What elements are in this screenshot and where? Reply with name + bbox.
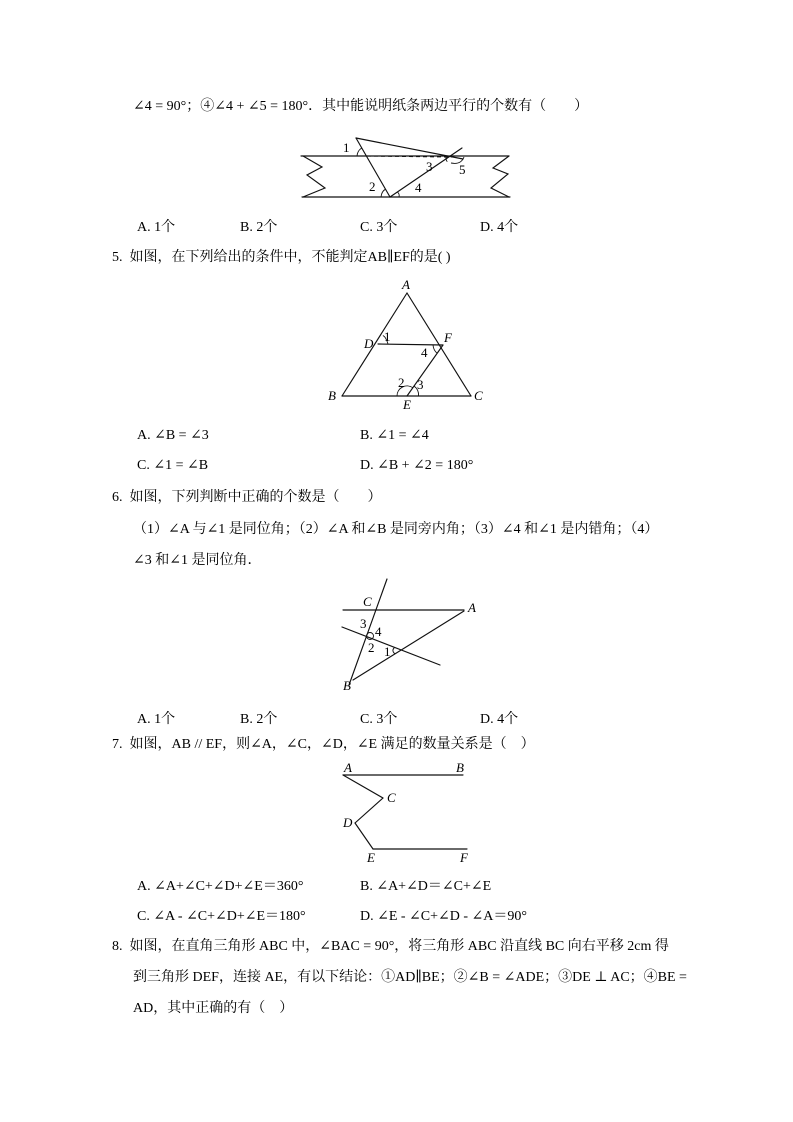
q7-option-a: A. ∠A+∠C+∠D+∠E＝360° xyxy=(137,879,304,894)
strip-left-torn-edge xyxy=(303,156,325,197)
intersecting-lines-figure xyxy=(338,574,480,692)
angle-label: 4 xyxy=(421,345,428,360)
q4-option-a: A. 1个 xyxy=(137,220,176,235)
angle4-arc xyxy=(433,345,437,353)
angle-label: 3 xyxy=(360,616,367,631)
q6-statements-line-1: （1）∠A 与∠1 是同位角；（2）∠A 和∠B 是同旁内角；（3）∠4 和∠1 是内错角；（4） xyxy=(133,522,659,537)
q6-option-a: A. 1个 xyxy=(137,712,176,727)
angle-label: 1 xyxy=(384,329,391,344)
angle-label: 5 xyxy=(459,162,466,177)
point-label-A: A xyxy=(344,760,352,775)
vertex-label-C: C xyxy=(474,388,483,403)
q8-text-line-3: AD，其中正确的有（ ） xyxy=(133,1001,294,1016)
angle-label: 3 xyxy=(417,377,424,392)
segment-AC xyxy=(343,775,383,798)
q6-statements-line-2: ∠3 和∠1 是同位角． xyxy=(133,553,262,568)
q7-option-d: D. ∠E - ∠C+∠D - ∠A＝90° xyxy=(360,909,527,924)
q5-options-row-2 xyxy=(0,457,793,477)
q5-number: 5. xyxy=(112,250,123,265)
q7-option-b: B. ∠A+∠D＝∠C+∠E xyxy=(360,879,492,894)
angle-label: 4 xyxy=(415,180,422,195)
q7-options-row-2 xyxy=(0,905,793,925)
vertex-label-F: F xyxy=(444,330,452,345)
angle-label: 4 xyxy=(375,624,382,639)
angle-label: 2 xyxy=(368,640,375,655)
q8-number: 8. xyxy=(112,939,123,954)
q7-stem-line xyxy=(112,737,535,753)
q5-option-a: A. ∠B = ∠3 xyxy=(137,428,209,443)
point-label-F: F xyxy=(460,850,468,865)
q7-number: 7. xyxy=(112,737,123,752)
q4-tail-text: ∠4 = 90°；④∠4 + ∠5 = 180°．其中能说明纸条两边平行的个数有（ ） xyxy=(133,99,589,114)
angle-label: 1 xyxy=(384,644,391,659)
angle4-arc xyxy=(398,192,400,197)
q4-option-d: D. 4个 xyxy=(480,220,519,235)
vertex-label-D: D xyxy=(364,336,374,351)
q7-stem: 如图，AB // EF，则∠A，∠C，∠D，∠E 满足的数量关系是（ ） xyxy=(129,737,535,752)
angle-label: 2 xyxy=(369,179,376,194)
q4-option-c: C. 3个 xyxy=(360,220,398,235)
angle1-arc xyxy=(357,148,362,156)
vertex-label-E: E xyxy=(403,397,411,412)
segment-DF xyxy=(378,344,443,345)
q5-option-b: B. ∠1 = ∠4 xyxy=(360,428,429,443)
point-label-A: A xyxy=(468,600,476,615)
point-label-D: D xyxy=(343,815,353,830)
vertex-label-A: A xyxy=(402,277,410,292)
q5-option-c: C. ∠1 = ∠B xyxy=(137,458,209,473)
point-label-C: C xyxy=(387,790,396,805)
q6-options-row xyxy=(0,708,793,728)
q5-stem: 如图，在下列给出的条件中，不能判定AB∥EF的是( ) xyxy=(129,250,451,265)
point-label-E: E xyxy=(367,850,375,865)
segment-CD xyxy=(355,798,383,823)
point-label-B: B xyxy=(343,678,351,693)
q4-option-b: B. 2个 xyxy=(240,220,278,235)
paper-strip-figure xyxy=(295,132,520,210)
transversal-line xyxy=(342,627,440,665)
angle-label: 1 xyxy=(343,140,350,155)
q7-option-c: C. ∠A - ∠C+∠D+∠E＝180° xyxy=(137,909,306,924)
point-label-B: B xyxy=(456,760,464,775)
q6-option-c: C. 3个 xyxy=(360,712,398,727)
q8-text-line-2: 到三角形 DEF，连接 AE，有以下结论：①AD∥BE；②∠B = ∠ADE；③DE ⊥ AC；④BE = xyxy=(133,970,687,985)
triangle-figure xyxy=(325,278,490,414)
q6-number: 6. xyxy=(112,490,123,505)
q5-options-row-1 xyxy=(0,427,793,447)
point-label-C: C xyxy=(363,594,372,609)
angle-label: 3 xyxy=(426,159,433,174)
q4-options-row xyxy=(0,216,793,236)
angle-label: 2 xyxy=(398,375,405,390)
strip-right-torn-edge xyxy=(491,156,509,197)
q6-stem-line xyxy=(112,490,382,506)
q7-options-row-1 xyxy=(0,875,793,895)
angle1-arc xyxy=(393,648,395,655)
segment-DE xyxy=(355,823,373,849)
vertex-label-B: B xyxy=(328,388,336,403)
q5-option-d: D. ∠B + ∠2 = 180° xyxy=(360,458,474,473)
q5-stem-line xyxy=(112,250,451,266)
q6-option-b: B. 2个 xyxy=(240,712,278,727)
q6-stem: 如图，下列判断中正确的个数是（ ） xyxy=(129,490,382,505)
q8-text-line-1: 如图，在直角三角形 ABC 中，∠BAC = 90°，将三角形 ABC 沿直线 BC 向右平移 2cm 得 xyxy=(129,939,669,954)
angle2-arc xyxy=(381,189,386,197)
q8-stem-line-1 xyxy=(112,939,669,955)
zigzag-parallel-figure xyxy=(338,760,472,866)
q6-option-d: D. 4个 xyxy=(480,712,519,727)
